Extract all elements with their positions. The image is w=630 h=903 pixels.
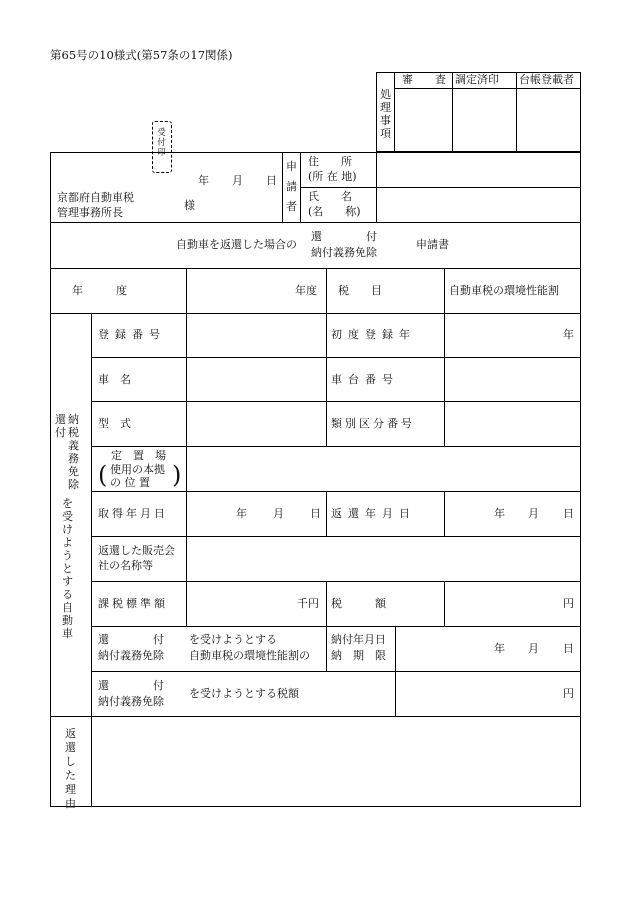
review-column-header: 審 査 — [402, 73, 446, 86]
refund-tax-upper: 還 付 — [98, 679, 164, 692]
model-field[interactable] — [187, 402, 325, 445]
title-suffix: 申請書 — [416, 238, 449, 251]
side-label-vehicle: を受けようとする自動車 — [62, 497, 73, 640]
dealer-field[interactable] — [187, 537, 580, 580]
refund-mid-line2: 自動車税の環境性能割の — [189, 649, 310, 662]
title-prefix: 自動車を返還した場合の — [176, 238, 297, 251]
fiscal-year-label: 年 度 — [72, 284, 127, 297]
first-registration-label: 初度登録年 — [331, 328, 416, 341]
payment-day: 日 — [563, 642, 574, 655]
addressee-line1: 京都府自動車税 — [57, 191, 134, 204]
fiscal-year-suffix: 年度 — [295, 284, 317, 297]
refund-amount-upper: 還 付 — [98, 633, 164, 646]
storage-place-field[interactable] — [187, 447, 580, 490]
payment-month: 月 — [528, 642, 539, 655]
vehicle-name-label: 車名 — [98, 373, 142, 386]
first-registration-year-unit: 年 — [563, 328, 574, 341]
storage-paren-line2: の 位 置 — [110, 476, 150, 489]
storage-paren-line1: 使用の本拠 — [110, 463, 165, 476]
tax-base-label: 課税標準額 — [98, 597, 168, 610]
return-month: 月 — [528, 507, 539, 520]
return-date-label: 返還年月日 — [331, 507, 416, 520]
acquisition-date-label: 取得年月日 — [98, 507, 168, 520]
tax-sought-unit: 円 — [563, 687, 574, 700]
vehicle-name-field[interactable] — [187, 358, 325, 400]
form-title: 第65号の10様式(第57条の17関係) — [50, 48, 233, 62]
return-year: 年 — [494, 507, 505, 520]
ledger-registrant-column-header: 台帳登載者 — [519, 73, 574, 86]
name-paren: (名 称) — [308, 205, 361, 218]
applicant-label: 申請者 — [286, 160, 297, 213]
refund-tax-lower: 納付義務免除 — [98, 695, 164, 708]
model-label: 型式 — [98, 417, 142, 430]
address-field[interactable] — [377, 153, 580, 186]
tax-item-label: 税 目 — [338, 284, 382, 297]
payment-year: 年 — [494, 642, 505, 655]
assessment-stamp-column-header: 調定済印 — [455, 73, 499, 86]
acquisition-day: 日 — [310, 507, 321, 520]
address-paren: (所 在 地) — [308, 170, 357, 183]
address-label: 住 所 — [308, 155, 352, 168]
tax-amount-label: 税 額 — [331, 597, 386, 610]
fiscal-year-field[interactable] — [187, 269, 287, 312]
reason-label: 返還した理由 — [65, 727, 76, 810]
header-month-label: 月 — [232, 174, 243, 187]
chassis-number-field[interactable] — [445, 358, 580, 400]
side-label-refund: 還付 — [55, 413, 66, 439]
registration-number-field[interactable] — [187, 314, 325, 356]
registration-number-label: 登録番号 — [98, 328, 166, 341]
header-day-label: 日 — [266, 174, 277, 187]
payment-deadline-label: 納 期 限 — [331, 649, 386, 662]
reason-field[interactable] — [92, 717, 580, 806]
reception-stamp-label: 受付印 — [157, 128, 166, 158]
category-number-label: 類別区分番号 — [331, 417, 415, 430]
refund-mid-line1: を受けようとする — [189, 633, 277, 646]
tax-amount-unit: 円 — [563, 597, 574, 610]
acquisition-month: 月 — [273, 507, 284, 520]
tax-sought-label: を受けようとする税額 — [189, 687, 299, 700]
title-exemption: 納付義務免除 — [311, 246, 377, 259]
tax-item-value: 自動車税の環境性能割 — [449, 284, 559, 297]
honorific: 様 — [184, 199, 195, 212]
processing-side-label: 処理事項 — [380, 88, 391, 140]
payment-date-label: 納付年月日 — [331, 633, 386, 646]
acquisition-year: 年 — [236, 507, 247, 520]
storage-paren-open: ( — [98, 461, 108, 489]
side-label-exemption: 納税義務免除 — [68, 413, 79, 491]
dealer-label-line2: 社の名称等 — [98, 559, 153, 572]
storage-paren-close: ) — [172, 461, 182, 489]
title-refund: 還 付 — [311, 230, 377, 243]
name-label: 氏 名 — [308, 190, 352, 203]
category-number-field[interactable] — [445, 402, 580, 445]
tax-base-unit: 千円 — [297, 597, 319, 610]
addressee-line2: 管理事務所長 — [57, 206, 123, 219]
dealer-label-line1: 返還した販売会 — [98, 544, 175, 557]
chassis-number-label: 車台番号 — [331, 373, 399, 386]
return-day: 日 — [563, 507, 574, 520]
refund-amount-lower: 納付義務免除 — [98, 649, 164, 662]
header-year-label: 年 — [198, 174, 209, 187]
storage-place-label: 定置場 — [111, 449, 177, 462]
name-field[interactable] — [377, 188, 580, 221]
